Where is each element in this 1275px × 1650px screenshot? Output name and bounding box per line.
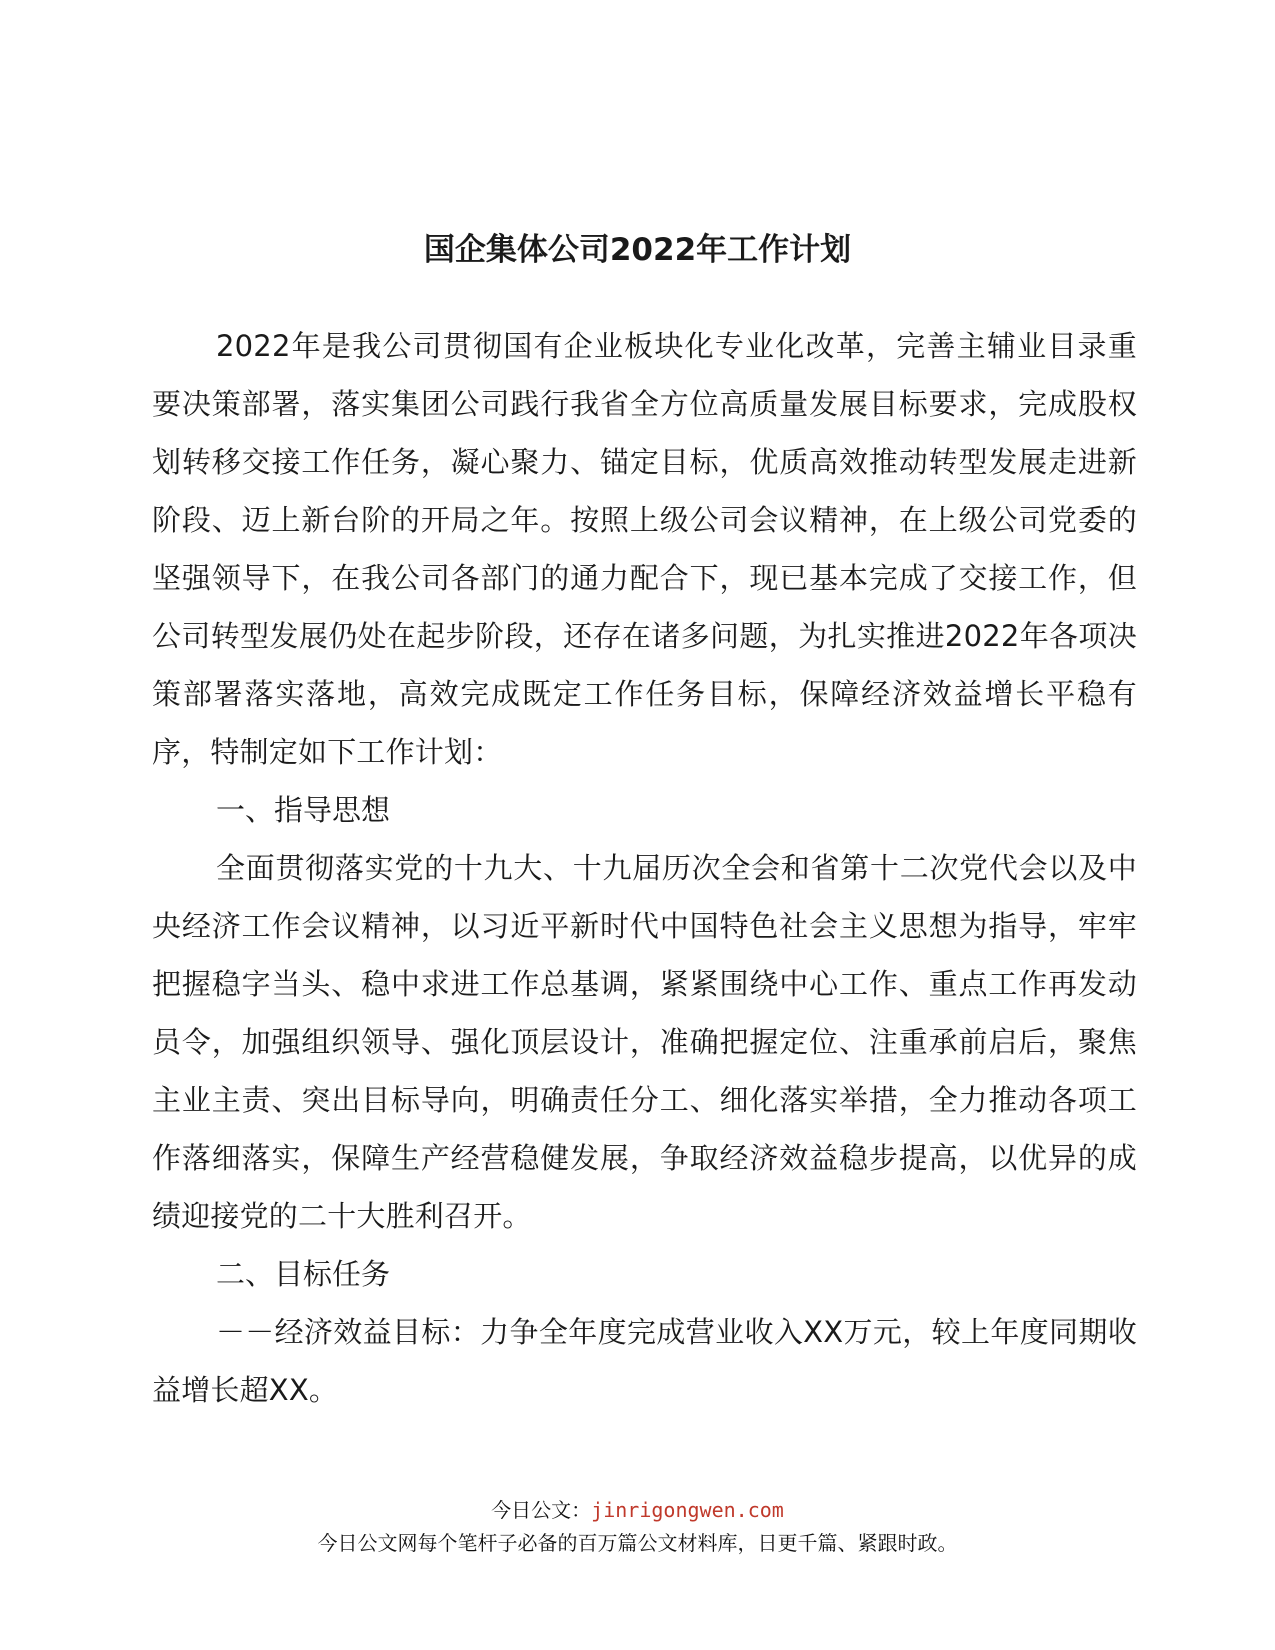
footer-slogan: 今日公文网每个笔杆子必备的百万篇公文材料库，日更千篇、紧跟时政。 [317,1531,958,1555]
footer-source [0,1495,1275,1525]
section-heading-goals-tasks: 二、目标任务 [216,1257,391,1291]
document-title: 国企集体公司2022年工作计划 [423,232,852,268]
section-heading-guiding-ideology: 一、指导思想 [216,793,391,827]
intro-paragraph: 2022年是我公司贯彻国有企业板块化专业化改革，完善主辅业目录重要决策部署，落实集团公司践行我省全方位高质量发展目标要求，完成股权划转移交接工作任务，凝心聚力、锚定目标，优质高效推动转型发展走进新阶段、迈上新台阶的开局之年。按照上级公司会议精神，在上级公司党委的坚强领导下，在我公司各部门的通力配合下，现已基本完成了交接工作，但公司转型发展仍处在起步阶段，还存在诸多问题，为扎实推进2022年各项决策部署落实落地，高效完成既定工作任务目标，保障经济效益增长平稳有序，特制定如下工作计划： [152,329,1137,769]
footer-url-link[interactable]: jinrigongwen.com [591,1498,784,1522]
economic-target-paragraph: －－经济效益目标：力争全年度完成营业收入XX万元，较上年度同期收益增长超XX。 [152,1315,1137,1407]
guiding-ideology-paragraph: 全面贯彻落实党的十九大、十九届历次全会和省第十二次党代会以及中央经济工作会议精神，以习近平新时代中国特色社会主义思想为指导，牢牢把握稳字当头、稳中求进工作总基调，紧紧围绕中心工作、重点工作再发动员令，加强组织领导、强化顶层设计，准确把握定位、注重承前启后，聚焦主业主责、突出目标导向，明确责任分工、细化落实举措，全力推动各项工作落细落实，保障生产经营稳健发展，争取经济效益稳步提高，以优异的成绩迎接党的二十大胜利召开。 [152,851,1137,1233]
document-body [152,317,1137,1419]
footer-label: 今日公文： [491,1498,592,1522]
